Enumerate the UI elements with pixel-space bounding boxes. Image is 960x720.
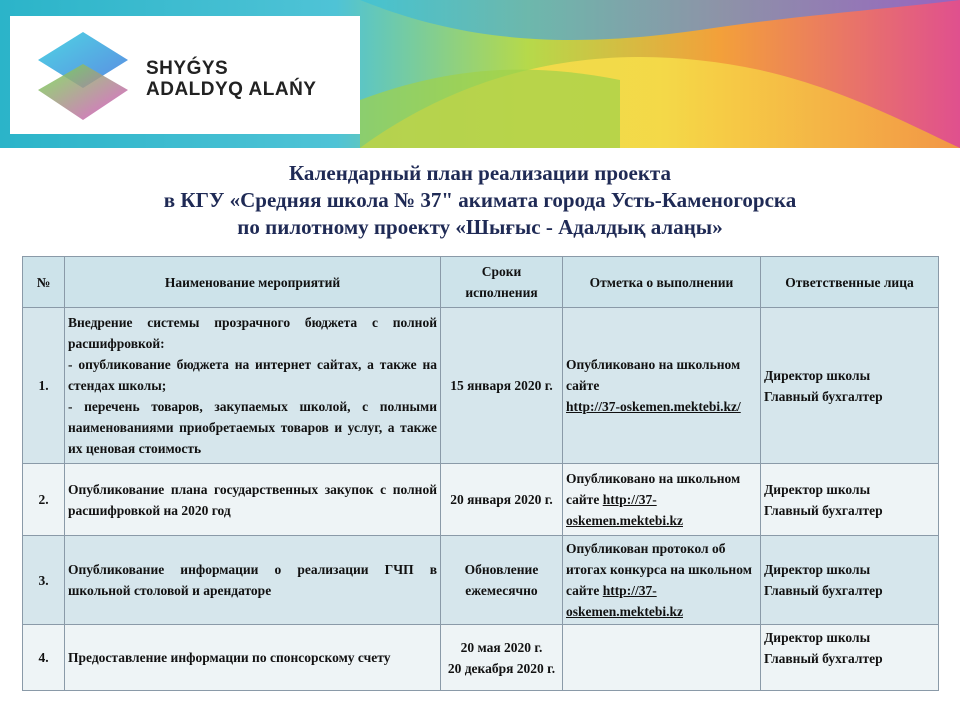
status-text: Опубликовано на школьном сайте [566,357,741,393]
row-status [563,536,761,625]
responsible-person: Директор школы [764,481,871,497]
header-deadline: Сроки исполнения [441,257,563,308]
row-num: 1. [23,308,65,464]
row-num: 4. [23,625,65,691]
logo-icon [28,30,138,126]
table-row [23,464,939,536]
activity-line: Опубликование информации о реализации ГЧП в школьной столовой и арендаторе [68,562,437,598]
header-num: № [23,257,65,308]
activity-line: Опубликование плана государственных закупок с полной расшифровкой на 2020 год [68,481,437,518]
logo-panel [10,16,360,134]
school-site-link[interactable]: http://37-oskemen.mektebi.kz [566,492,683,528]
row-activity [65,308,441,464]
row-status [563,464,761,536]
row-status [563,625,761,691]
header-banner [0,0,960,148]
row-deadline: Обновление ежемесячно [441,536,563,625]
row-activity [65,464,441,536]
table-row [23,536,939,625]
row-num: 3. [23,536,65,625]
logo-line-2: ADALDYQ ALAŃY [146,79,317,100]
header-name: Наименование мероприятий [65,257,441,308]
responsible-person: Главный бухгалтер [764,583,883,598]
activity-line: Предоставление информации по спонсорскому счету [68,650,391,665]
row-deadline [441,625,563,691]
logo-wordmark [146,58,316,100]
row-status [563,308,761,464]
school-site-link[interactable]: http://37-oskemen.mektebi.kz [566,583,683,619]
header-status: Отметка о выполнении [563,257,761,308]
deadline-line: 20 мая 2020 г. [460,639,543,655]
activity-line: - опубликование бюджета на интернет сайтах, а также на стендах школы; [68,357,437,393]
responsible-person: Главный бухгалтер [764,388,883,404]
title-line-2: в КГУ «Средняя школа № 37" акимата города Усть-Каменогорска [163,188,797,212]
activity-line: - перечень товаров, закупаемых школой, с полными наименованиями приобретаемых товаров и услуг, а также их ценовая стоимость [68,399,437,456]
responsible-person: Директор школы [764,562,871,577]
responsible-person: Главный бухгалтер [764,651,883,666]
row-activity [65,536,441,625]
responsible-person: Директор школы [764,630,871,645]
status-text: Опубликован протокол об итогах конкурса на школьном сайте [566,541,752,598]
status-text: Опубликовано на школьном сайте [566,471,741,507]
table-row [23,308,939,464]
row-responsible [761,625,939,691]
plan-table [22,256,939,691]
row-deadline: 20 января 2020 г. [441,464,563,536]
row-activity [65,625,441,691]
title-line-3: по пилотному проекту «Шығыс - Адалдық алаңы» [237,215,723,239]
header-responsible: Ответственные лица [761,257,939,308]
logo-line-1: SHYǴYS [146,58,229,79]
table-header-row [23,257,939,308]
responsible-person: Директор школы [764,367,871,383]
responsible-person: Главный бухгалтер [764,502,883,518]
row-responsible [761,308,939,464]
activity-line: Внедрение системы прозрачного бюджета с полной расшифровкой: [68,315,437,351]
title-line-1: Календарный план реализации проекта [288,161,672,185]
deadline-line: 20 декабря 2020 г. [447,660,556,676]
school-site-link[interactable]: http://37-oskemen.mektebi.kz/ [566,399,741,414]
row-responsible [761,464,939,536]
row-num: 2. [23,464,65,536]
table-row [23,625,939,691]
page-title [0,160,960,241]
row-deadline: 15 января 2020 г. [441,308,563,464]
row-responsible [761,536,939,625]
